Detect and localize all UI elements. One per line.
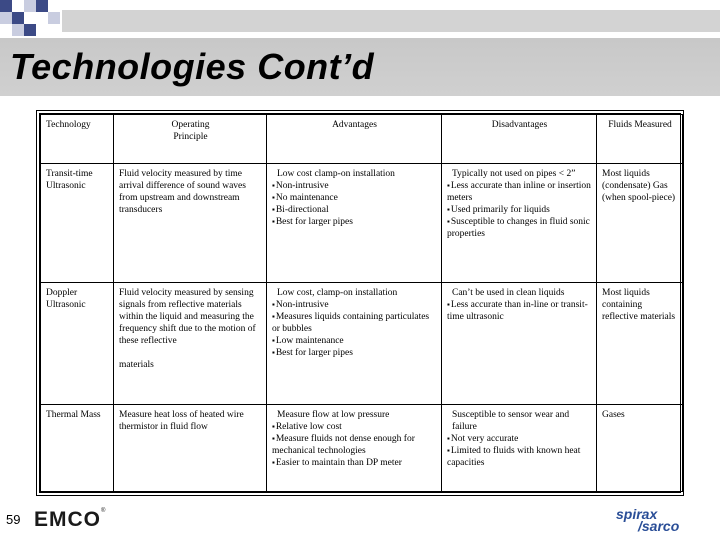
cell-operating [114, 283, 267, 405]
cell-disadvantages [442, 164, 597, 283]
list-item: ▪ Measures liquids containing particulates or bubbles [272, 311, 437, 335]
technology-table [40, 114, 683, 492]
operating-text-continued: materials [119, 360, 154, 370]
spirax-logo-text: spirax [616, 506, 658, 522]
header-disadvantages: Disadvantages [442, 115, 597, 164]
advantage-lead: Low cost, clamp-on installation [277, 288, 398, 298]
header-band [0, 0, 720, 96]
disadvantage-lead: Can’t be used in clean liquids [452, 288, 565, 298]
table-row [41, 283, 683, 405]
list-item: ▪ Used primarily for liquids [447, 204, 592, 216]
list-item: ▪ Limited to fluids with known heat capacities [447, 445, 592, 469]
list-item: ▪ Low maintenance [272, 335, 437, 347]
list-item: ▪ Bi-directional [272, 204, 437, 216]
operating-text: Fluid velocity measured by sensing signals from reflective materials within the liquid and measuring the frequency shift due to the motion of these reflective [119, 288, 256, 346]
list-item: ▪ Relative low cost [272, 421, 437, 433]
advantage-list [272, 299, 437, 359]
list-item: ▪ Best for larger pipes [272, 216, 437, 228]
cell-fluids: Most liquids (condensate) Gas (when spool-piece) [597, 164, 683, 283]
header-operating-text: Operating Principle [171, 120, 210, 142]
cell-fluids: Most liquids containing reflective materials [597, 283, 683, 405]
list-item: ▪ Non-intrusive [272, 299, 437, 311]
cell-advantages [267, 283, 442, 405]
advantage-list [272, 180, 437, 228]
list-item: ▪ Susceptible to changes in fluid sonic properties [447, 216, 592, 240]
registered-mark: ® [101, 508, 106, 514]
cell-fluids: Gases [597, 405, 683, 492]
cell-advantages [267, 405, 442, 492]
cell-technology: Thermal Mass [41, 405, 114, 492]
header-light-strip [62, 10, 720, 32]
list-item: ▪ Measure fluids not dense enough for mechanical technologies [272, 433, 437, 457]
page-number: 59 [6, 512, 21, 527]
technology-table-inner [39, 113, 681, 493]
emco-logo-text: EMCO [34, 508, 101, 531]
emco-logo [34, 508, 105, 532]
list-item: ▪ Less accurate than in-line or transit-time ultrasonic [447, 299, 592, 323]
header-technology: Technology [41, 115, 114, 164]
disadvantage-lead: Typically not used on pipes < 2” [452, 169, 576, 179]
cell-disadvantages [442, 405, 597, 492]
page-title: Technologies Cont’d [10, 46, 375, 87]
sarco-logo-text: /sarco [638, 518, 680, 534]
technology-table-frame [36, 110, 684, 496]
advantage-lead: Low cost clamp-on installation [277, 169, 395, 179]
list-item: ▪ Easier to maintain than DP meter [272, 457, 437, 469]
cell-operating: Measure heat loss of heated wire thermistor in fluid flow [114, 405, 267, 492]
list-item: ▪ Best for larger pipes [272, 347, 437, 359]
header-advantages: Advantages [267, 115, 442, 164]
cell-technology: Doppler Ultrasonic [41, 283, 114, 405]
advantage-list [272, 421, 437, 469]
checker-decoration [0, 0, 62, 38]
list-item: ▪ Non-intrusive [272, 180, 437, 192]
table-row [41, 405, 683, 492]
advantage-lead: Measure flow at low pressure [277, 410, 390, 420]
spirax-sarco-logo [614, 506, 710, 534]
list-item: ▪ Less accurate than inline or insertion meters [447, 180, 592, 204]
disadvantage-list [447, 433, 592, 469]
table-row [41, 164, 683, 283]
cell-advantages [267, 164, 442, 283]
disadvantage-list [447, 299, 592, 323]
cell-disadvantages [442, 283, 597, 405]
list-item: ▪ Not very accurate [447, 433, 592, 445]
table-header-row [41, 115, 683, 164]
header-fluids-measured: Fluids Measured [597, 115, 683, 164]
list-item: ▪ No maintenance [272, 192, 437, 204]
cell-operating: Fluid velocity measured by time arrival difference of sound waves from upstream and downstream transducers [114, 164, 267, 283]
disadvantage-list [447, 180, 592, 240]
cell-technology: Transit-time Ultrasonic [41, 164, 114, 283]
header-operating-principle [114, 115, 267, 164]
disadvantage-lead: Susceptible to sensor wear and failure [452, 410, 570, 432]
